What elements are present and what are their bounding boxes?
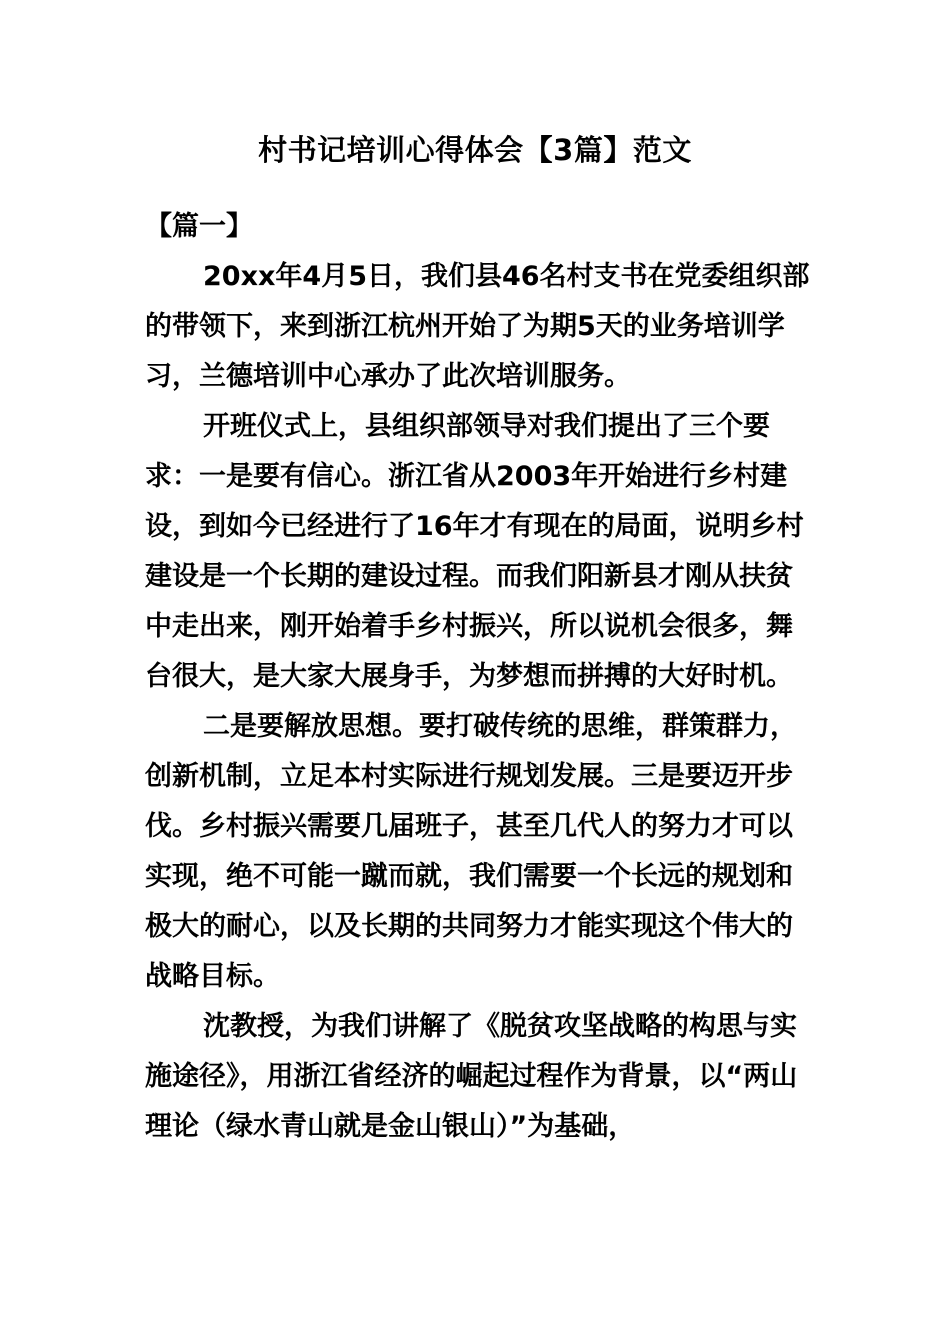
document-body bbox=[145, 202, 810, 1152]
paragraph-4: 沈教授，为我们讲解了《脱贫攻坚战略的构思与实施途径》，用浙江省经济的崛起过程作为背景，以“两山理论（绿水青山就是金山银山）”为基础， bbox=[145, 1011, 798, 1142]
document-title: 村书记培训心得体会【3篇】范文 bbox=[258, 133, 692, 167]
section-heading: 【篇一】 bbox=[145, 211, 253, 242]
paragraph-2: 开班仪式上，县组织部领导对我们提出了三个要求：一是要有信心。浙江省从2003年开始进行乡村建设，到如今已经进行了16年才有现在的局面，说明乡村建设是一个长期的建设过程。而我们阳新县才刚从扶贫中走出来，刚开始着手乡村振兴，所以说机会很多，舞台很大，是大家大展身手，为梦想而拼搏的大好时机。 bbox=[145, 411, 804, 692]
paragraph-1: 20xx年4月5日，我们县46名村支书在党委组织部的带领下，来到浙江杭州开始了为期5天的业务培训学习，兰德培训中心承办了此次培训服务。 bbox=[145, 261, 810, 392]
paragraph-3: 二是要解放思想。要打破传统的思维，群策群力，创新机制，立足本村实际进行规划发展。三是要迈开步伐。乡村振兴需要几届班子，甚至几代人的努力才可以实现，绝不可能一蹴而就，我们需要一个长远的规划和极大的耐心，以及长期的共同努力才能实现这个伟大的战略目标。 bbox=[145, 711, 797, 992]
